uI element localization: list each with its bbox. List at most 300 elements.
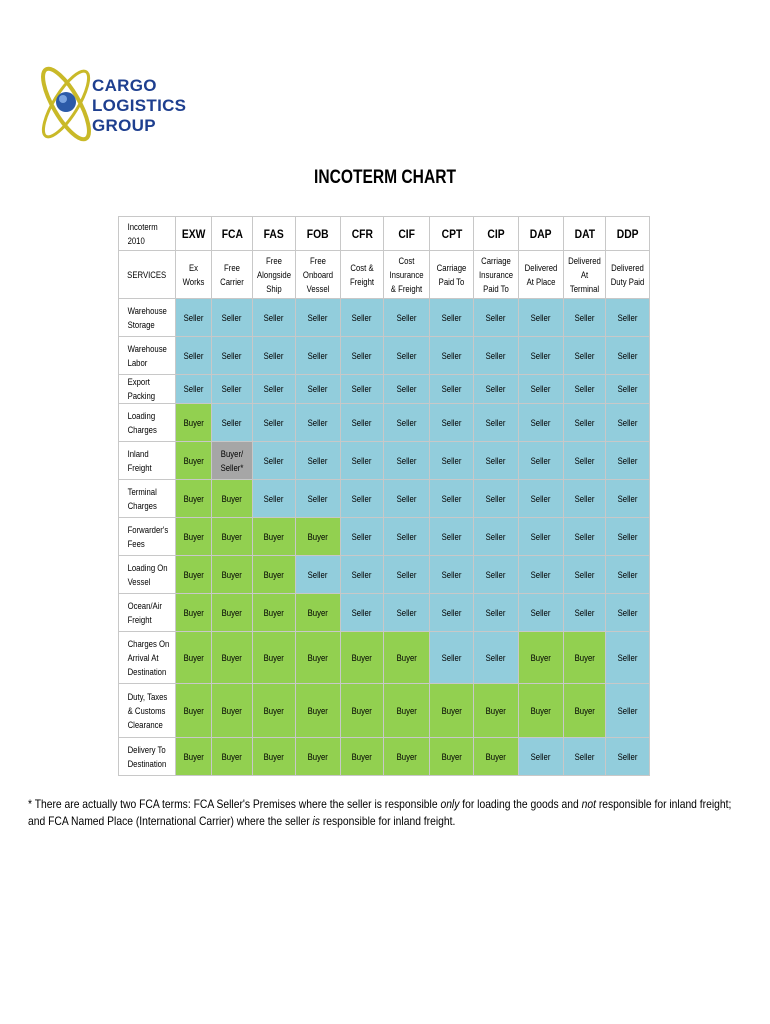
responsibility-cell	[384, 337, 430, 375]
responsibility-cell	[384, 684, 430, 738]
responsibility-cell	[212, 442, 253, 480]
responsibility-cell	[176, 480, 212, 518]
responsibility-cell	[606, 518, 650, 556]
incoterm-name-label: Delivered At Place	[524, 262, 558, 287]
responsibility-value: Seller	[222, 417, 242, 428]
services-label: SERVICES	[127, 269, 167, 280]
incoterm-code-label: DDP	[616, 226, 639, 241]
responsibility-value: Seller	[486, 455, 506, 466]
service-name-cell	[119, 684, 176, 738]
responsibility-cell	[384, 480, 430, 518]
responsibility-value: Seller	[441, 652, 462, 663]
responsibility-value: Seller	[396, 417, 417, 428]
responsibility-value: Seller	[183, 350, 204, 361]
responsibility-value: Seller	[264, 455, 284, 466]
table-row	[119, 518, 650, 556]
responsibility-value: Seller	[441, 417, 462, 428]
responsibility-cell	[212, 632, 253, 684]
service-name: Terminal Charges	[127, 486, 157, 511]
responsibility-cell	[253, 738, 296, 776]
responsibility-cell	[176, 632, 212, 684]
incoterm-code-fob	[296, 217, 341, 251]
responsibility-value: Seller	[352, 350, 372, 361]
responsibility-cell	[430, 684, 474, 738]
responsibility-value: Seller	[617, 350, 638, 361]
responsibility-value: Seller	[531, 455, 551, 466]
service-name: Delivery To Destination	[127, 744, 167, 769]
responsibility-cell	[474, 738, 519, 776]
responsibility-cell	[606, 738, 650, 776]
responsibility-cell	[212, 594, 253, 632]
responsibility-cell	[253, 299, 296, 337]
responsibility-value: Buyer	[307, 607, 329, 618]
responsibility-value: Seller	[531, 312, 551, 323]
responsibility-value: Seller	[264, 417, 284, 428]
services-label-cell	[119, 251, 176, 299]
responsibility-cell	[606, 684, 650, 738]
incoterm-name-label: Carriage Paid To	[436, 262, 467, 287]
responsibility-cell	[564, 337, 606, 375]
responsibility-cell	[296, 375, 341, 404]
responsibility-value: Seller	[441, 607, 462, 618]
responsibility-cell	[212, 556, 253, 594]
responsibility-value: Seller	[531, 569, 551, 580]
responsibility-cell	[341, 684, 384, 738]
responsibility-cell	[253, 442, 296, 480]
responsibility-cell	[212, 684, 253, 738]
service-name: Ocean/Air Freight	[127, 600, 162, 625]
responsibility-cell	[474, 299, 519, 337]
responsibility-cell	[296, 556, 341, 594]
service-name-cell	[119, 632, 176, 684]
responsibility-value: Buyer	[183, 607, 204, 618]
responsibility-value: Seller	[264, 384, 284, 394]
responsibility-value: Seller	[617, 569, 638, 580]
responsibility-value: Seller	[617, 384, 638, 394]
incoterm-name-exw	[176, 251, 212, 299]
service-name-cell	[119, 480, 176, 518]
responsibility-cell	[212, 738, 253, 776]
footnote-emphasis-not: not	[581, 797, 596, 811]
responsibility-cell	[519, 518, 564, 556]
responsibility-cell	[519, 594, 564, 632]
footnote-emphasis-only: only	[440, 797, 460, 811]
responsibility-cell	[606, 556, 650, 594]
responsibility-cell	[606, 632, 650, 684]
responsibility-cell	[176, 375, 212, 404]
table-row	[119, 299, 650, 337]
responsibility-cell	[564, 442, 606, 480]
table-row	[119, 480, 650, 518]
responsibility-value: Seller	[396, 569, 417, 580]
responsibility-cell	[564, 556, 606, 594]
service-name-cell	[119, 337, 176, 375]
responsibility-cell	[253, 594, 296, 632]
responsibility-value: Seller	[308, 417, 328, 428]
footnote-text-2: for loading the goods and	[459, 797, 582, 811]
responsibility-cell	[474, 404, 519, 442]
responsibility-cell	[296, 337, 341, 375]
responsibility-value: Buyer	[307, 751, 329, 762]
responsibility-value: Buyer	[221, 493, 243, 504]
responsibility-value: Seller	[441, 531, 462, 542]
responsibility-value: Buyer	[183, 531, 204, 542]
responsibility-value: Seller	[308, 384, 328, 394]
responsibility-cell	[384, 375, 430, 404]
responsibility-value: Seller	[308, 350, 328, 361]
table-row	[119, 556, 650, 594]
incoterm-name-cpt	[430, 251, 474, 299]
responsibility-cell	[341, 442, 384, 480]
incoterm-code-ddp	[606, 217, 650, 251]
responsibility-cell	[296, 299, 341, 337]
responsibility-cell	[519, 480, 564, 518]
responsibility-cell	[430, 632, 474, 684]
responsibility-value: Seller	[531, 607, 551, 618]
responsibility-cell	[519, 556, 564, 594]
responsibility-value: Seller	[574, 569, 595, 580]
responsibility-cell	[384, 556, 430, 594]
responsibility-cell	[253, 518, 296, 556]
responsibility-cell	[474, 632, 519, 684]
incoterm-name-dat	[564, 251, 606, 299]
responsibility-value: Buyer	[307, 652, 329, 663]
responsibility-cell	[341, 594, 384, 632]
company-logo	[36, 62, 186, 162]
responsibility-value: Seller	[264, 312, 284, 323]
responsibility-value: Seller	[531, 751, 551, 762]
responsibility-value: Seller	[352, 384, 372, 394]
responsibility-cell	[176, 684, 212, 738]
responsibility-cell	[606, 404, 650, 442]
responsibility-value: Seller	[308, 569, 328, 580]
service-name-cell	[119, 442, 176, 480]
responsibility-cell	[253, 480, 296, 518]
responsibility-value: Seller	[352, 455, 372, 466]
responsibility-value: Seller	[222, 350, 242, 361]
responsibility-cell	[253, 556, 296, 594]
service-name: Warehouse Labor	[127, 343, 167, 368]
incoterm-code-cpt	[430, 217, 474, 251]
responsibility-value: Seller	[574, 350, 595, 361]
service-name-cell	[119, 375, 176, 404]
responsibility-value: Seller	[617, 751, 638, 762]
responsibility-cell	[384, 594, 430, 632]
responsibility-value: Buyer	[485, 751, 507, 762]
footnote	[28, 796, 748, 830]
responsibility-value: Buyer	[183, 493, 204, 504]
responsibility-cell	[176, 518, 212, 556]
responsibility-value: Seller	[396, 455, 417, 466]
incoterm-name-label: Free Onboard Vessel	[302, 255, 334, 294]
corner-label: Incoterm 2010	[127, 221, 158, 246]
responsibility-value: Buyer	[351, 751, 373, 762]
service-name: Charges On Arrival At Destination	[127, 638, 170, 677]
responsibility-cell	[296, 518, 341, 556]
logo-line-2: LOGISTICS	[92, 96, 187, 115]
responsibility-cell	[474, 375, 519, 404]
responsibility-value: Seller	[396, 384, 417, 394]
responsibility-cell	[384, 738, 430, 776]
service-name: Loading Charges	[127, 410, 157, 435]
responsibility-cell	[430, 299, 474, 337]
responsibility-cell	[253, 337, 296, 375]
responsibility-cell	[212, 518, 253, 556]
service-name-cell	[119, 404, 176, 442]
responsibility-value: Buyer	[263, 652, 285, 663]
incoterm-name-dap	[519, 251, 564, 299]
responsibility-value: Buyer	[530, 652, 552, 663]
table-row	[119, 404, 650, 442]
incoterm-name-label: Cost & Freight	[349, 262, 375, 287]
responsibility-value: Seller	[574, 312, 595, 323]
responsibility-cell	[474, 594, 519, 632]
responsibility-value: Seller	[574, 455, 595, 466]
responsibility-cell	[474, 480, 519, 518]
responsibility-cell	[212, 337, 253, 375]
responsibility-cell	[564, 299, 606, 337]
responsibility-value: Buyer	[183, 455, 204, 466]
incoterm-name-cfr	[341, 251, 384, 299]
responsibility-cell	[384, 518, 430, 556]
responsibility-value: Buyer	[351, 652, 373, 663]
responsibility-value: Buyer	[396, 751, 417, 762]
responsibility-cell	[430, 337, 474, 375]
responsibility-cell	[384, 404, 430, 442]
responsibility-value: Buyer	[221, 531, 243, 542]
responsibility-cell	[384, 442, 430, 480]
responsibility-value: Seller	[617, 493, 638, 504]
responsibility-value: Buyer	[441, 705, 462, 716]
responsibility-value: Seller	[308, 455, 328, 466]
responsibility-value: Seller	[486, 569, 506, 580]
responsibility-value: Seller	[574, 417, 595, 428]
responsibility-value: Seller	[396, 607, 417, 618]
responsibility-value: Seller	[441, 455, 462, 466]
footnote-text-1: * There are actually two FCA terms: FCA Seller's Premises where the seller is responsible	[28, 797, 441, 811]
responsibility-cell	[341, 632, 384, 684]
incoterm-code-label: FCA	[221, 226, 243, 241]
service-name: Duty, Taxes & Customs Clearance	[127, 691, 168, 730]
responsibility-value: Seller	[486, 350, 506, 361]
incoterm-code-label: FOB	[307, 226, 329, 241]
responsibility-value: Seller	[486, 493, 506, 504]
service-name-cell	[119, 518, 176, 556]
responsibility-cell	[341, 337, 384, 375]
responsibility-value: Buyer	[574, 652, 595, 663]
responsibility-value: Buyer	[221, 569, 243, 580]
responsibility-cell	[606, 442, 650, 480]
responsibility-cell	[519, 299, 564, 337]
service-name: Export Packing	[127, 377, 156, 401]
responsibility-cell	[564, 518, 606, 556]
incoterm-name-fob	[296, 251, 341, 299]
responsibility-cell	[341, 556, 384, 594]
responsibility-value: Seller	[441, 493, 462, 504]
footnote-emphasis-is: is	[312, 814, 320, 828]
responsibility-cell	[519, 442, 564, 480]
responsibility-cell	[341, 480, 384, 518]
responsibility-cell	[176, 404, 212, 442]
responsibility-cell	[474, 684, 519, 738]
responsibility-value: Buyer	[183, 751, 204, 762]
incoterm-code-cip	[474, 217, 519, 251]
incoterm-name-label: Ex Works	[182, 262, 205, 287]
responsibility-value: Seller	[531, 384, 551, 394]
service-name-cell	[119, 738, 176, 776]
responsibility-cell	[176, 337, 212, 375]
incoterm-code-fca	[212, 217, 253, 251]
responsibility-value: Seller	[617, 417, 638, 428]
responsibility-cell	[430, 480, 474, 518]
responsibility-cell	[296, 442, 341, 480]
responsibility-value: Seller	[486, 652, 506, 663]
responsibility-value: Seller	[264, 350, 284, 361]
responsibility-value: Seller	[486, 531, 506, 542]
incoterm-name-cip	[474, 251, 519, 299]
responsibility-cell	[430, 556, 474, 594]
responsibility-cell	[519, 375, 564, 404]
table-row	[119, 594, 650, 632]
responsibility-cell	[341, 404, 384, 442]
responsibility-cell	[564, 594, 606, 632]
footnote-text-3: responsible for inland freight; and FCA Named Place (International Carrier) where the seller	[28, 797, 732, 828]
responsibility-cell	[519, 404, 564, 442]
responsibility-value: Buyer	[351, 705, 373, 716]
responsibility-cell	[296, 480, 341, 518]
responsibility-value: Seller	[352, 417, 372, 428]
responsibility-value: Seller	[617, 652, 638, 663]
responsibility-value: Seller	[352, 531, 372, 542]
responsibility-value: Seller	[617, 531, 638, 542]
responsibility-value: Seller	[352, 569, 372, 580]
responsibility-value: Buyer	[307, 705, 329, 716]
responsibility-value: Seller	[396, 350, 417, 361]
responsibility-cell	[564, 632, 606, 684]
incoterm-code-label: CIF	[398, 226, 415, 241]
responsibility-value: Seller	[396, 493, 417, 504]
logo-line-3: GROUP	[92, 116, 156, 135]
responsibility-value: Seller	[441, 312, 462, 323]
responsibility-cell	[341, 375, 384, 404]
responsibility-value: Seller	[574, 531, 595, 542]
responsibility-value: Buyer	[574, 705, 595, 716]
responsibility-value: Seller	[441, 384, 462, 394]
responsibility-cell	[430, 594, 474, 632]
service-name-cell	[119, 556, 176, 594]
responsibility-value: Seller	[486, 312, 506, 323]
responsibility-cell	[341, 518, 384, 556]
service-name: Loading On Vessel	[127, 562, 168, 587]
responsibility-cell	[212, 299, 253, 337]
service-name-cell	[119, 594, 176, 632]
incoterm-name-cif	[384, 251, 430, 299]
responsibility-value: Seller	[308, 493, 328, 504]
responsibility-cell	[564, 480, 606, 518]
responsibility-value: Seller	[531, 493, 551, 504]
incoterm-code-label: CIP	[487, 226, 505, 241]
responsibility-cell	[519, 632, 564, 684]
responsibility-value: Seller	[617, 455, 638, 466]
logo-line-1: CARGO	[92, 76, 157, 95]
responsibility-value: Seller	[183, 384, 204, 394]
responsibility-cell	[253, 684, 296, 738]
responsibility-cell	[519, 337, 564, 375]
responsibility-value: Buyer	[263, 751, 285, 762]
responsibility-cell	[176, 594, 212, 632]
footnote-text-4: responsible for inland freight.	[319, 814, 456, 828]
responsibility-value: Seller	[352, 312, 372, 323]
responsibility-cell	[430, 518, 474, 556]
responsibility-cell	[474, 337, 519, 375]
incoterm-name-label: Free Alongside Ship	[257, 255, 291, 294]
responsibility-cell	[430, 738, 474, 776]
responsibility-cell	[474, 556, 519, 594]
table-row	[119, 632, 650, 684]
incoterm-name-label: Cost Insurance & Freight	[389, 255, 424, 294]
responsibility-value: Seller	[352, 607, 372, 618]
incoterm-code-label: FAS	[263, 226, 285, 241]
incoterm-name-label: Delivered At Terminal	[568, 255, 601, 294]
responsibility-value: Seller	[441, 569, 462, 580]
responsibility-value: Seller	[531, 531, 551, 542]
responsibility-cell	[253, 632, 296, 684]
responsibility-value: Seller	[574, 607, 595, 618]
responsibility-cell	[176, 738, 212, 776]
responsibility-cell	[253, 404, 296, 442]
responsibility-cell	[384, 299, 430, 337]
responsibility-value: Buyer	[307, 531, 329, 542]
responsibility-value: Buyer	[263, 705, 285, 716]
header-name-row	[119, 251, 650, 299]
responsibility-value: Seller	[308, 312, 328, 323]
service-name: Forwarder's Fees	[127, 524, 169, 549]
responsibility-cell	[296, 632, 341, 684]
responsibility-cell	[430, 442, 474, 480]
responsibility-cell	[519, 684, 564, 738]
incoterm-name-ddp	[606, 251, 650, 299]
incoterm-name-label: Carriage Insurance Paid To	[479, 255, 513, 294]
incoterm-code-cif	[384, 217, 430, 251]
header-code-row	[119, 217, 650, 251]
incoterm-code-dat	[564, 217, 606, 251]
responsibility-value: Seller	[441, 350, 462, 361]
responsibility-cell	[474, 442, 519, 480]
incoterm-code-fas	[253, 217, 296, 251]
incoterm-code-label: DAP	[530, 226, 552, 241]
responsibility-cell	[564, 375, 606, 404]
responsibility-value: Seller	[264, 493, 284, 504]
responsibility-value: Seller	[352, 493, 372, 504]
responsibility-value: Seller	[396, 531, 417, 542]
responsibility-value: Seller	[222, 384, 242, 394]
service-name: Warehouse Storage	[127, 305, 167, 330]
table-row	[119, 738, 650, 776]
responsibility-cell	[253, 375, 296, 404]
incoterm-name-label: Delivered Duty Paid	[610, 262, 645, 287]
responsibility-value: Seller	[486, 607, 506, 618]
responsibility-value: Seller	[617, 312, 638, 323]
responsibility-value: Seller	[222, 312, 242, 323]
responsibility-value: Seller	[574, 751, 595, 762]
incoterm-code-exw	[176, 217, 212, 251]
responsibility-cell	[564, 684, 606, 738]
responsibility-cell	[564, 404, 606, 442]
responsibility-cell	[212, 404, 253, 442]
incoterm-code-cfr	[341, 217, 384, 251]
responsibility-value: Buyer	[183, 569, 204, 580]
responsibility-value: Seller	[183, 312, 204, 323]
